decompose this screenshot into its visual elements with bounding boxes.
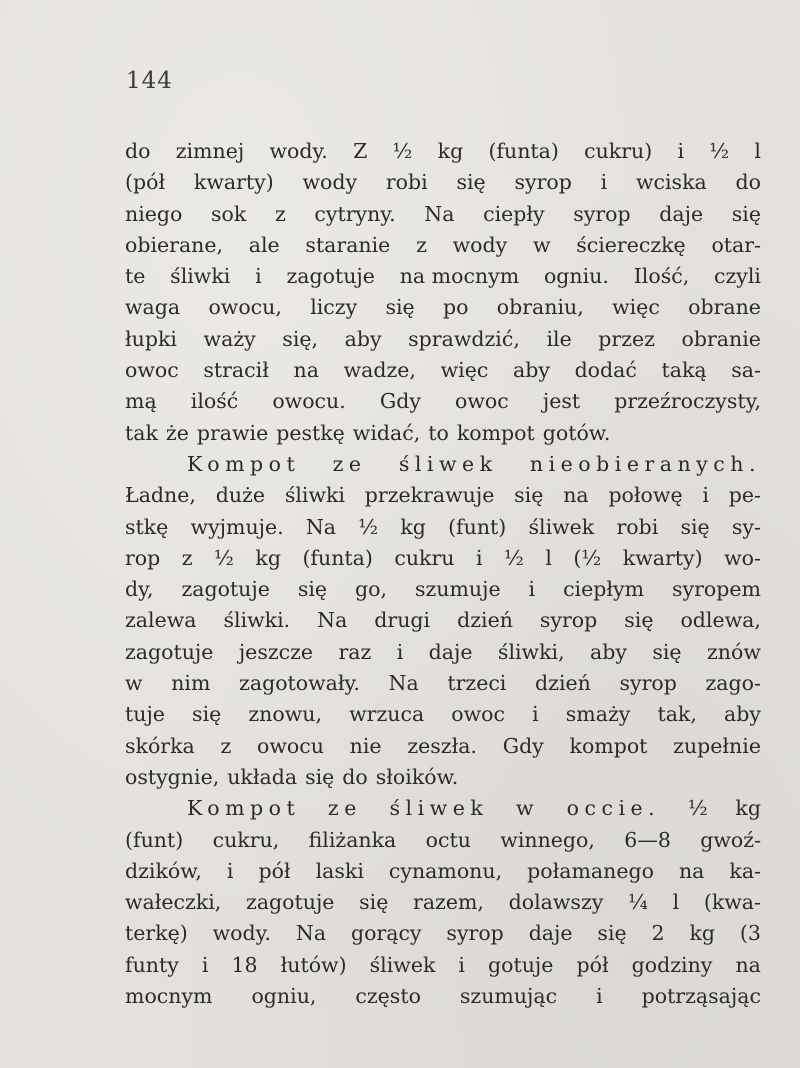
- word: ciepły: [483, 201, 545, 226]
- word: się: [624, 608, 654, 633]
- word: Gdy: [379, 389, 421, 414]
- text-line: [125, 793, 761, 824]
- word: syrop: [446, 921, 504, 946]
- word: ilość: [190, 389, 239, 414]
- word: wadze,: [343, 358, 416, 383]
- word: zagotuje: [125, 639, 214, 664]
- word: wody: [302, 170, 358, 195]
- word: i: [596, 984, 603, 1009]
- word: wrzuca: [349, 702, 425, 727]
- word: układa: [227, 764, 298, 789]
- word: śliwek: [398, 451, 498, 476]
- text-line: [125, 543, 761, 574]
- word: pół: [258, 858, 291, 883]
- word: zagotuje: [286, 264, 375, 289]
- word: przez: [598, 326, 655, 351]
- word: Kompot: [187, 796, 301, 821]
- word: i: [226, 858, 234, 883]
- word: ogniu,: [251, 984, 317, 1009]
- word: Na: [305, 514, 337, 539]
- word: ciepłym: [563, 577, 645, 602]
- word: funty: [125, 952, 179, 977]
- word: że: [165, 420, 189, 445]
- word: się: [731, 201, 761, 226]
- word: się: [305, 764, 335, 789]
- word: rop: [125, 545, 161, 570]
- word: gotuje: [488, 952, 554, 977]
- word: zago-: [705, 671, 761, 696]
- word: daje: [659, 201, 704, 226]
- word: ½: [392, 139, 413, 163]
- word: tuje: [125, 702, 165, 727]
- word: kg: [689, 921, 716, 946]
- word: ze: [327, 796, 362, 821]
- word: ile: [546, 326, 572, 351]
- word: kwarty): [193, 170, 274, 195]
- body-text: [125, 136, 761, 1012]
- word: obrane: [688, 295, 761, 320]
- text-line: [125, 418, 761, 449]
- word: aby: [590, 639, 627, 664]
- word: 18: [231, 952, 258, 977]
- word: (kwa-: [703, 890, 761, 915]
- word: zimnej: [175, 139, 245, 163]
- word: go,: [355, 577, 387, 602]
- word: laski: [315, 858, 364, 883]
- word: dolawszy: [508, 890, 604, 915]
- word: i: [396, 639, 404, 664]
- word: się: [597, 921, 627, 946]
- word: dy,: [125, 577, 154, 602]
- word: na: [735, 952, 761, 977]
- word: się: [456, 170, 486, 195]
- word: łupki: [125, 326, 177, 351]
- word: zagotowały.: [239, 671, 360, 696]
- word: kg: [735, 796, 761, 821]
- word: waga: [125, 295, 181, 320]
- word: widać,: [352, 420, 421, 445]
- word: obranie: [681, 326, 761, 351]
- text-line: [125, 887, 761, 918]
- word: Ilość,: [633, 264, 690, 289]
- word: waży: [203, 326, 256, 351]
- word: śliwki,: [497, 639, 565, 664]
- word: z: [181, 545, 193, 570]
- word: ka-: [729, 858, 761, 883]
- word: często: [355, 984, 421, 1009]
- word: ½: [504, 545, 524, 570]
- text-line: [125, 668, 761, 699]
- word: (funt): [125, 827, 184, 852]
- text-line: [125, 856, 761, 887]
- word: (funta): [302, 545, 373, 570]
- word: 6—8: [624, 827, 671, 852]
- text-line: [125, 355, 761, 386]
- word: nieobieranych.: [529, 451, 761, 476]
- word: się: [514, 483, 544, 508]
- word: odlewa,: [680, 608, 761, 633]
- word: pestkę: [276, 420, 345, 445]
- word: ogniu.: [543, 264, 609, 289]
- word: occie.: [566, 796, 661, 821]
- word: wałeczki,: [125, 890, 222, 915]
- word: śliwki.: [223, 608, 291, 633]
- word: (funt): [448, 514, 507, 539]
- text-line: [125, 981, 761, 1012]
- word: zeszła.: [407, 733, 477, 758]
- text-line: [125, 699, 761, 730]
- word: dzień: [535, 671, 591, 696]
- word: ale: [248, 232, 280, 257]
- word: l: [754, 139, 761, 163]
- word: z: [274, 201, 286, 226]
- word: sok: [211, 201, 247, 226]
- word: zagotuje: [246, 890, 335, 915]
- word: Na: [388, 671, 419, 696]
- word: mą: [125, 389, 157, 414]
- word: Na: [317, 608, 348, 633]
- word: winnego,: [500, 827, 595, 852]
- word: nie: [349, 733, 382, 758]
- text-line: [125, 386, 761, 417]
- word: w: [125, 671, 143, 696]
- word: jest: [542, 389, 581, 414]
- text-line: [125, 762, 761, 793]
- text-line: [125, 731, 761, 762]
- word: owoc: [451, 702, 505, 727]
- word: połowę: [608, 483, 683, 508]
- word: na mocnym: [399, 264, 520, 289]
- word: cytryny.: [314, 201, 396, 226]
- word: owocu.: [272, 389, 346, 414]
- text-line: [125, 324, 761, 355]
- word: się: [297, 577, 328, 602]
- word: octu: [425, 827, 471, 852]
- word: po: [443, 295, 469, 320]
- word: cukru,: [212, 827, 280, 852]
- word: l: [545, 545, 552, 570]
- text-line: [125, 637, 761, 668]
- word: ½: [709, 139, 730, 163]
- text-line: [125, 605, 761, 636]
- word: do: [125, 139, 151, 163]
- word: mocnym: [125, 984, 213, 1009]
- word: czyli: [714, 264, 761, 289]
- word: wody: [452, 232, 508, 257]
- text-line: [125, 167, 761, 198]
- word: smaży: [565, 702, 631, 727]
- word: daje: [528, 921, 573, 946]
- word: i: [458, 952, 465, 977]
- word: daje: [428, 639, 473, 664]
- word: więc: [440, 358, 489, 383]
- word: ½: [214, 545, 234, 570]
- word: tak: [125, 420, 158, 445]
- word: śliwki: [170, 264, 231, 289]
- text-line: [125, 512, 761, 543]
- word: owocu: [257, 733, 324, 758]
- word: Ładne,: [125, 483, 196, 508]
- word: potrząsając: [641, 984, 761, 1009]
- word: dodać: [574, 358, 637, 383]
- word: stracił: [203, 358, 269, 383]
- word: syrop: [539, 608, 598, 633]
- word: szumuje: [414, 577, 501, 602]
- word: owoc: [125, 358, 179, 383]
- word: sa-: [731, 358, 761, 383]
- word: do: [735, 170, 761, 195]
- word: i: [600, 170, 608, 195]
- word: i: [532, 702, 539, 727]
- word: pół: [576, 952, 609, 977]
- word: niego: [125, 201, 183, 226]
- word: zupełnie: [673, 733, 761, 758]
- word: aby: [344, 326, 382, 351]
- word: na: [678, 858, 705, 883]
- word: syrop: [514, 170, 572, 195]
- word: raz: [338, 639, 372, 664]
- word: ze: [332, 451, 367, 476]
- word: się: [652, 639, 682, 664]
- word: 2: [651, 921, 665, 946]
- word: kg: [255, 545, 281, 570]
- word: (½: [573, 545, 602, 570]
- word: terkę): [125, 921, 188, 946]
- word: przekrawuje: [364, 483, 495, 508]
- word: syropem: [671, 577, 761, 602]
- word: gorący: [350, 921, 422, 946]
- word: kg: [437, 139, 464, 163]
- word: aby: [723, 702, 761, 727]
- word: ½: [358, 514, 379, 539]
- text-line: [125, 199, 761, 230]
- word: śliwek: [528, 514, 595, 539]
- word: filiżanka: [308, 827, 397, 852]
- word: znów: [706, 639, 761, 664]
- text-line: [125, 574, 761, 605]
- word: staranie: [305, 232, 391, 257]
- word: i: [255, 264, 262, 289]
- page-number: 144: [126, 68, 173, 94]
- word: kwarty): [622, 545, 703, 570]
- word: nim: [171, 671, 211, 696]
- word: śliwki: [284, 483, 345, 508]
- word: pe-: [728, 483, 761, 508]
- word: robi: [385, 170, 428, 195]
- text-line: [125, 825, 761, 856]
- word: na: [563, 483, 589, 508]
- word: wciska: [635, 170, 707, 195]
- word: dzień: [457, 608, 513, 633]
- word: łutów): [280, 952, 347, 977]
- word: kompot: [456, 420, 535, 445]
- word: ściereczkę: [576, 232, 686, 257]
- word: trzeci: [447, 671, 507, 696]
- word: w: [515, 796, 539, 821]
- word: znowu,: [248, 702, 322, 727]
- word: (pół: [125, 170, 166, 195]
- word: się: [680, 514, 710, 539]
- text-line: [125, 292, 761, 323]
- word: i: [702, 483, 709, 508]
- word: i: [528, 577, 536, 602]
- word: obraniu,: [496, 295, 584, 320]
- word: przeźroczysty,: [614, 389, 761, 414]
- word: l: [672, 890, 680, 915]
- word: skórka: [125, 733, 195, 758]
- word: dzików,: [125, 858, 202, 883]
- word: drugi: [374, 608, 431, 633]
- word: (funta): [488, 139, 559, 163]
- text-line: [125, 480, 761, 511]
- word: sy-: [731, 514, 761, 539]
- word: taką: [661, 358, 707, 383]
- word: się,: [282, 326, 319, 351]
- word: zagotuje: [181, 577, 270, 602]
- word: się: [385, 295, 415, 320]
- word: sprawdzić,: [408, 326, 520, 351]
- word: duże: [215, 483, 265, 508]
- word: syrop: [619, 671, 677, 696]
- word: śliwek: [389, 796, 489, 821]
- text-line: [125, 449, 761, 480]
- word: i: [475, 545, 483, 570]
- word: Kompot: [187, 451, 301, 476]
- word: godziny: [631, 952, 713, 977]
- word: owocu,: [208, 295, 282, 320]
- word: wody.: [212, 921, 272, 946]
- word: Gdy: [502, 733, 544, 758]
- word: Na: [295, 921, 327, 946]
- text-line: [125, 918, 761, 949]
- word: kg: [400, 514, 426, 539]
- word: i: [677, 139, 685, 163]
- word: Na: [424, 201, 455, 226]
- word: się: [192, 702, 222, 727]
- word: cynamonu,: [388, 858, 503, 883]
- text-line: [125, 950, 761, 981]
- text-line: [125, 136, 761, 167]
- word: obierane,: [125, 232, 224, 257]
- word: Z: [353, 139, 368, 163]
- word: jeszcze: [238, 639, 314, 664]
- word: gwoź-: [700, 827, 761, 852]
- word: cukru: [394, 545, 455, 570]
- word: robi: [616, 514, 659, 539]
- word: śliwek: [369, 952, 436, 977]
- word: owoc: [455, 389, 509, 414]
- word: i: [201, 952, 209, 977]
- word: ½: [687, 796, 708, 821]
- word: gotów.: [542, 420, 611, 445]
- word: do: [342, 764, 368, 789]
- word: to: [428, 420, 449, 445]
- word: prawie: [196, 420, 269, 445]
- word: tak,: [657, 702, 697, 727]
- word: słoików.: [375, 764, 459, 789]
- word: się: [359, 890, 389, 915]
- word: zalewa: [125, 608, 197, 633]
- word: (3: [739, 921, 761, 946]
- word: kompot: [569, 733, 648, 758]
- word: z: [416, 232, 427, 257]
- word: razem,: [413, 890, 484, 915]
- word: ¼: [628, 890, 648, 915]
- word: z: [220, 733, 232, 758]
- word: wo-: [724, 545, 761, 570]
- word: syrop: [573, 201, 631, 226]
- word: stkę: [125, 514, 169, 539]
- word: więc: [612, 295, 660, 320]
- text-line: [125, 261, 761, 292]
- word: liczy: [310, 295, 358, 320]
- word: aby: [512, 358, 550, 383]
- word: na: [293, 358, 319, 383]
- word: wyjmuje.: [190, 514, 284, 539]
- word: wody.: [269, 139, 328, 163]
- word: ostygnie,: [125, 764, 220, 789]
- text-line: [125, 230, 761, 261]
- word: połamanego: [527, 858, 654, 883]
- word: w: [532, 232, 551, 257]
- word: cukru): [584, 139, 653, 163]
- word: szumując: [459, 984, 558, 1009]
- word: te: [125, 264, 146, 289]
- word: otar-: [711, 232, 761, 257]
